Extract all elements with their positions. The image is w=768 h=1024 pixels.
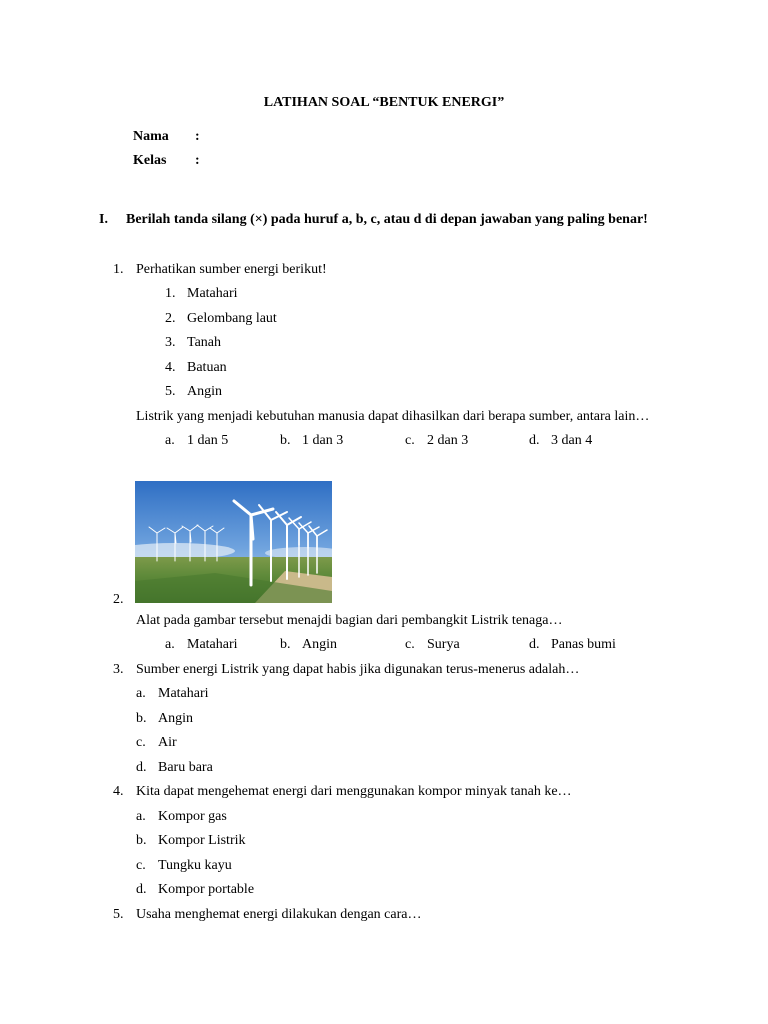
- sub-item-number: 2.: [165, 311, 176, 326]
- option-letter: b.: [136, 833, 147, 848]
- option-letter: a.: [136, 809, 146, 824]
- option-letter: c.: [136, 735, 146, 750]
- kelas-colon: :: [195, 153, 200, 168]
- option-text: Angin: [158, 711, 193, 726]
- question-text: Perhatikan sumber energi berikut!: [136, 262, 327, 277]
- sub-item-number: 1.: [165, 286, 176, 301]
- sub-item-text: Gelombang laut: [187, 311, 277, 326]
- option-text: Matahari: [158, 686, 209, 701]
- question-number: 3.: [113, 662, 124, 677]
- section-number: I.: [99, 212, 108, 227]
- question-number: 1.: [113, 262, 124, 277]
- question-number: 4.: [113, 784, 124, 799]
- nama-colon: :: [195, 129, 200, 144]
- wind-turbines-photo: [135, 481, 332, 603]
- option-letter: d.: [136, 882, 147, 897]
- option-letter: d.: [529, 433, 540, 448]
- question-number: 2.: [113, 592, 124, 607]
- option-text: 1 dan 3: [302, 433, 344, 448]
- section-instruction: Berilah tanda silang (×) pada huruf a, b, c, atau d di depan jawaban yang paling benar!: [126, 212, 648, 227]
- question-text: Kita dapat mengehemat energi dari menggunakan kompor minyak tanah ke…: [136, 784, 572, 799]
- option-text: Air: [158, 735, 177, 750]
- option-text: Surya: [427, 637, 460, 652]
- option-text: Matahari: [187, 637, 238, 652]
- option-text: Kompor Listrik: [158, 833, 246, 848]
- question-text: Alat pada gambar tersebut menajdi bagian dari pembangkit Listrik tenaga…: [136, 613, 563, 628]
- option-text: Baru bara: [158, 760, 213, 775]
- option-text: 1 dan 5: [187, 433, 229, 448]
- option-letter: b.: [280, 637, 291, 652]
- page-title: LATIHAN SOAL “BENTUK ENERGI”: [263, 95, 505, 110]
- option-letter: d.: [136, 760, 147, 775]
- option-letter: c.: [405, 637, 415, 652]
- question-prompt: Listrik yang menjadi kebutuhan manusia dapat dihasilkan dari berapa sumber, antara lain…: [136, 409, 650, 424]
- option-letter: a.: [165, 433, 175, 448]
- question-number: 5.: [113, 907, 124, 922]
- option-text: Tungku kayu: [158, 858, 232, 873]
- kelas-label: Kelas: [133, 153, 167, 168]
- option-letter: c.: [136, 858, 146, 873]
- sub-item-text: Angin: [187, 384, 222, 399]
- option-letter: b.: [136, 711, 147, 726]
- sub-item-text: Tanah: [187, 335, 222, 350]
- sub-item-number: 4.: [165, 360, 176, 375]
- option-letter: d.: [529, 637, 540, 652]
- nama-label: Nama: [133, 129, 169, 144]
- option-text: Angin: [302, 637, 337, 652]
- option-text: Kompor portable: [158, 882, 255, 897]
- option-text: Kompor gas: [158, 809, 227, 824]
- option-text: 2 dan 3: [427, 433, 469, 448]
- sub-item-number: 5.: [165, 384, 176, 399]
- question-text: Usaha menghemat energi dilakukan dengan cara…: [136, 907, 422, 922]
- option-letter: a.: [165, 637, 175, 652]
- option-letter: b.: [280, 433, 291, 448]
- option-text: Panas bumi: [551, 637, 616, 652]
- option-letter: c.: [405, 433, 415, 448]
- sub-item-text: Batuan: [187, 360, 227, 375]
- option-text: 3 dan 4: [551, 433, 593, 448]
- sub-item-number: 3.: [165, 335, 176, 350]
- option-letter: a.: [136, 686, 146, 701]
- sub-item-text: Matahari: [187, 286, 238, 301]
- question-text: Sumber energi Listrik yang dapat habis jika digunakan terus-menerus adalah…: [136, 662, 580, 677]
